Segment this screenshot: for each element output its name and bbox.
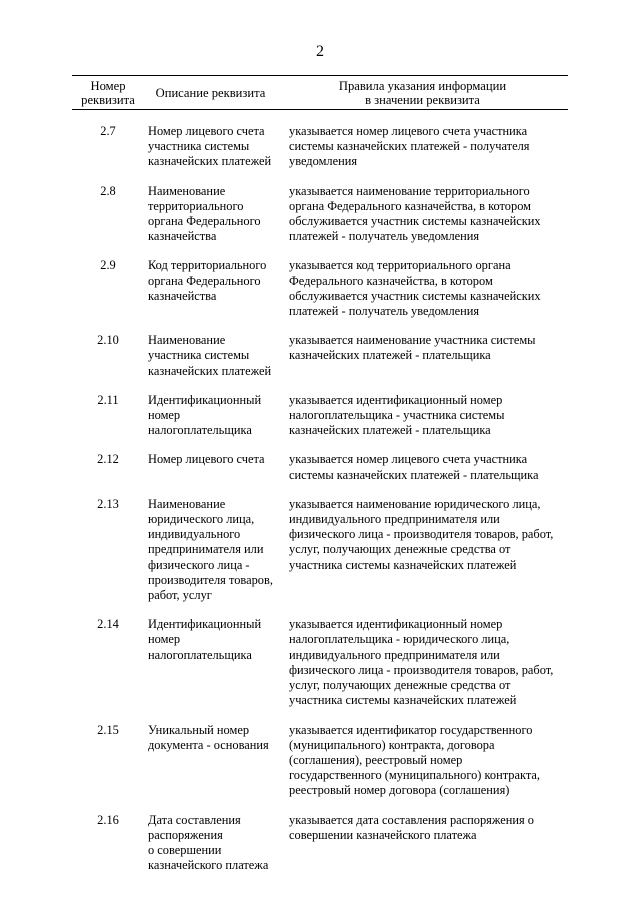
requisite-description: Номер лицевого счета — [148, 452, 265, 467]
requisite-description: Код территориального органа Федерального казначейства — [148, 258, 267, 303]
requisite-description: Наименование юридического лица, индивидуального предпринимателя или физического лица - производителя товаров, работ, услуг — [148, 496, 273, 603]
requisite-number: 2.12 — [97, 452, 119, 467]
requisite-rule: указывается дата составления распоряжения о совершении казначейского платежа — [289, 812, 535, 842]
table-row — [72, 184, 568, 245]
requisite-description: Идентификационный номер налогоплательщика — [148, 392, 262, 438]
requisite-rule: указывается номер лицевого счета участника системы казначейских платежей - плательщика — [289, 452, 539, 482]
requisite-rule: указывается идентификационный номер налогоплательщика - участника системы казначейских платежей - плательщика — [289, 392, 505, 438]
table-header — [72, 75, 568, 110]
requisite-number: 2.9 — [100, 258, 116, 273]
table-body — [72, 110, 568, 873]
requisite-number: 2.15 — [97, 722, 119, 737]
requisite-description: Наименование участника системы казначейских платежей — [148, 333, 272, 378]
header-rules: Правила указания информации в значении реквизита — [338, 78, 507, 107]
table-row — [72, 617, 568, 708]
header-description: Описание реквизита — [155, 85, 266, 100]
table-row — [72, 452, 568, 482]
requisite-rule: указывается наименование участника системы казначейских платежей - плательщика — [289, 333, 536, 363]
requisite-rule: указывается идентификационный номер налогоплательщика - юридического лица, индивидуального предпринимателя или физического лица - производителя товаров, работ, услуг, получающих денежные средства от участника системы казначейских платежей — [289, 617, 554, 708]
table-row — [72, 258, 568, 319]
requisites-table — [72, 75, 568, 873]
table-row — [72, 723, 568, 799]
table-row — [72, 497, 568, 603]
requisite-number: 2.13 — [97, 496, 119, 511]
requisite-number: 2.14 — [97, 617, 119, 632]
requisite-rule: указывается код территориального органа Федерального казначейства, в котором обслуживается участник системы казначейских платежей - получатель уведомления — [289, 258, 541, 319]
requisite-description: Дата составления распоряжения о совершении казначейского платежа — [148, 812, 269, 873]
table-row — [72, 124, 568, 170]
requisite-rule: указывается наименование территориального органа Федерального казначейства, в котором обслуживается участник системы казначейских платежей - получатель уведомления — [289, 183, 541, 244]
requisite-description: Номер лицевого счета участника системы казначейских платежей — [148, 124, 272, 169]
requisite-description: Наименование территориального органа Федерального казначейства — [148, 183, 261, 244]
requisite-description: Уникальный номер документа - основания — [148, 722, 269, 752]
requisite-number: 2.11 — [97, 392, 119, 407]
requisite-rule: указывается номер лицевого счета участника системы казначейских платежей - получателя уведомления — [289, 124, 530, 169]
table-row — [72, 813, 568, 874]
requisite-number: 2.8 — [100, 183, 116, 198]
page-number: 2 — [316, 43, 324, 60]
requisite-number: 2.16 — [97, 812, 119, 827]
requisite-number: 2.7 — [100, 124, 116, 138]
requisite-rule: указывается идентификатор государственного (муниципального) контракта, договора (соглашения), реестровый номер государственного (муниципального) контракта, реестровый номер договора (соглашения) — [289, 722, 541, 798]
table-row — [72, 393, 568, 439]
requisite-number: 2.10 — [97, 333, 119, 348]
requisite-description: Идентификационный номер налогоплательщика — [148, 617, 262, 662]
header-number: Номер реквизита — [81, 78, 135, 107]
table-row — [72, 333, 568, 379]
requisite-rule: указывается наименование юридического лица, индивидуального предпринимателя или физического лица - производителя товаров, работ, услуг, получающих денежные средства от участника системы казначейских платежей — [289, 496, 554, 572]
